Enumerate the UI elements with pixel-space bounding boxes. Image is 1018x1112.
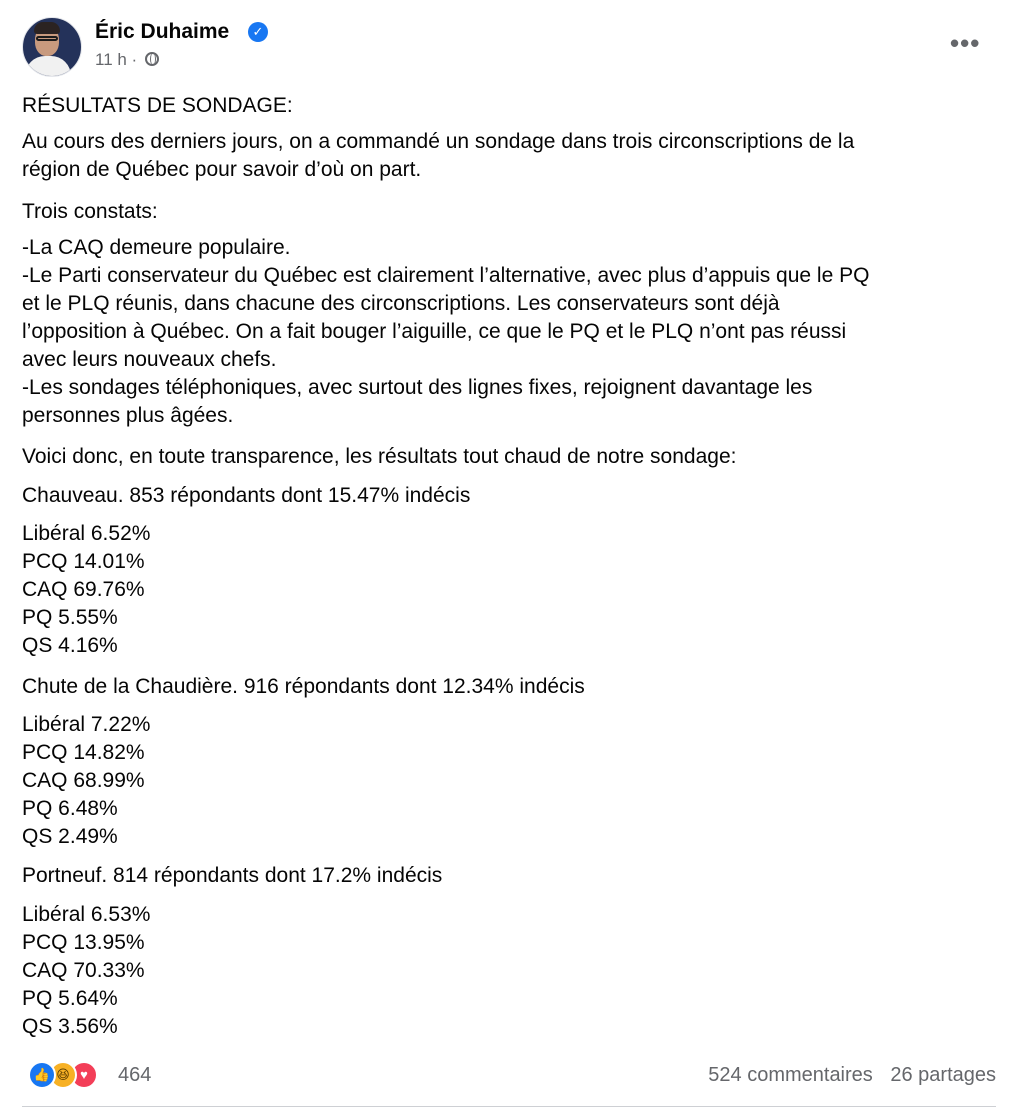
post-text-line: personnes plus âgées. (22, 404, 234, 427)
riding-heading: Chauveau. 853 répondants dont 15.47% indécis (22, 484, 471, 507)
result-line: PCQ 13.95% (22, 931, 145, 954)
result-line: PQ 5.55% (22, 606, 118, 629)
post-text-line: région de Québec pour savoir d’où on part. (22, 158, 422, 181)
love-icon: ♥ (70, 1061, 98, 1089)
reaction-count[interactable]: 464 (118, 1064, 152, 1086)
riding-heading: Portneuf. 814 répondants dont 17.2% indécis (22, 864, 443, 887)
post-text-line: RÉSULTATS DE SONDAGE: (22, 94, 293, 117)
result-line: CAQ 68.99% (22, 769, 145, 792)
result-line: Libéral 6.52% (22, 522, 151, 545)
author-name[interactable]: Éric Duhaime (95, 20, 230, 43)
result-line: QS 4.16% (22, 634, 118, 657)
post-text-line: avec leurs nouveaux chefs. (22, 348, 277, 371)
result-line: CAQ 69.76% (22, 578, 145, 601)
post-footer (22, 1058, 996, 1092)
result-line: Libéral 7.22% (22, 713, 151, 736)
haha-icon: 😆 (49, 1061, 77, 1089)
shares-count[interactable]: 26 partages (890, 1064, 996, 1086)
post-text-line: -Les sondages téléphoniques, avec surtout des lignes fixes, rejoignent davantage les (22, 376, 813, 399)
post-stats (696, 1062, 996, 1088)
post-time[interactable]: 11 h · (95, 50, 138, 69)
post-text-line: Au cours des derniers jours, on a commandé un sondage dans trois circonscriptions de la (22, 130, 855, 153)
post-text-line: Voici donc, en toute transparence, les résultats tout chaud de notre sondage: (22, 445, 737, 468)
public-globe-icon (145, 52, 159, 66)
result-line: PCQ 14.82% (22, 741, 145, 764)
result-line: PQ 5.64% (22, 987, 118, 1010)
riding-heading: Chute de la Chaudière. 916 répondants dont 12.34% indécis (22, 675, 585, 698)
result-line: Libéral 6.53% (22, 903, 151, 926)
more-options-icon[interactable]: ••• (950, 28, 981, 58)
post-text-line: l’opposition à Québec. On a fait bouger l’aiguille, ce que le PQ et le PLQ n’ont pas réussi (22, 320, 847, 343)
post-text-line: Trois constats: (22, 200, 158, 223)
reactions-summary[interactable] (28, 1061, 108, 1087)
author-avatar[interactable] (22, 17, 82, 77)
post-meta[interactable] (95, 49, 159, 71)
post-text-line: -Le Parti conservateur du Québec est clairement l’alternative, avec plus d’appuis que le PQ (22, 264, 870, 287)
post-text-line: et le PLQ réunis, dans chacune des circonscriptions. Les conservateurs sont déjà (22, 292, 780, 315)
footer-divider (22, 1106, 996, 1107)
verified-badge-icon: ✓ (248, 22, 268, 42)
like-icon: 👍 (28, 1061, 56, 1089)
result-line: PQ 6.48% (22, 797, 118, 820)
post-text-line: -La CAQ demeure populaire. (22, 236, 291, 259)
result-line: QS 3.56% (22, 1015, 118, 1038)
result-line: PCQ 14.01% (22, 550, 145, 573)
result-line: QS 2.49% (22, 825, 118, 848)
result-line: CAQ 70.33% (22, 959, 145, 982)
comments-count[interactable]: 524 commentaires (708, 1064, 873, 1086)
